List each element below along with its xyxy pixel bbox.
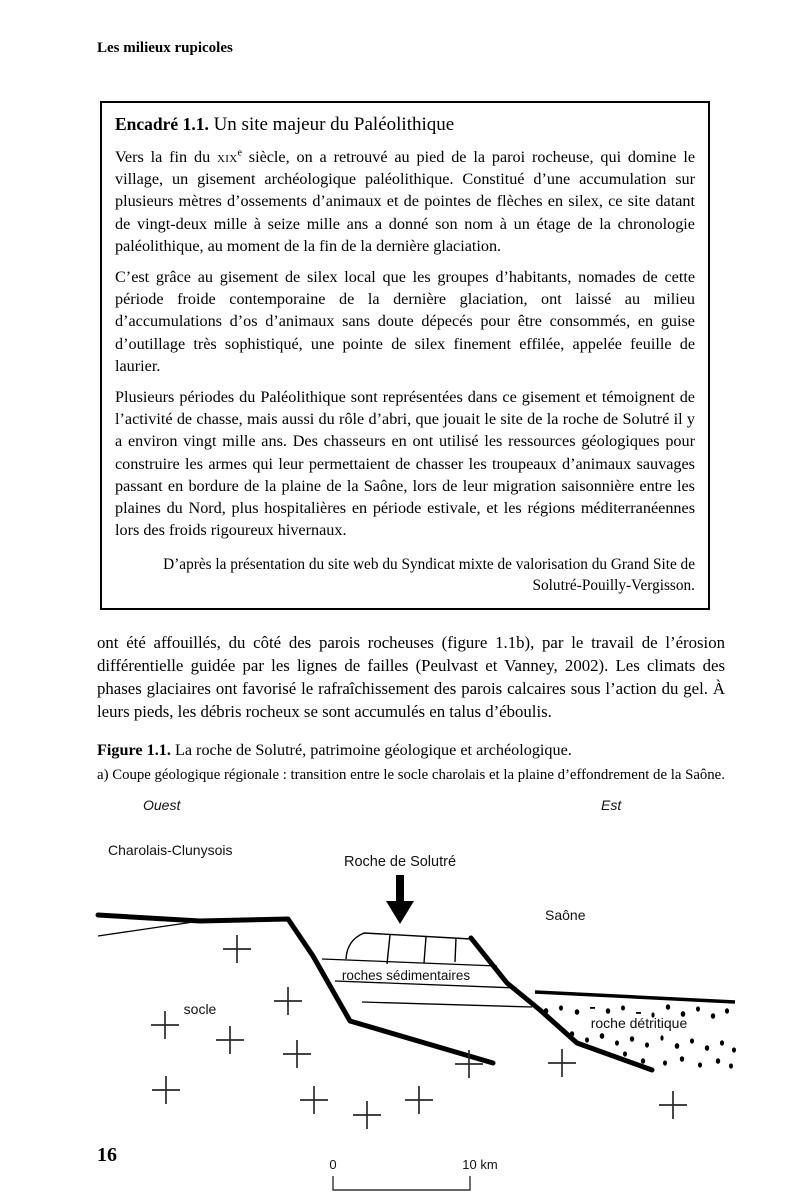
solutre-arrow-icon [386, 875, 414, 924]
detrital-pebbles-pattern [544, 1005, 736, 1069]
scale-ten-km-label: 10 km [462, 1157, 498, 1173]
label-charolais: Charolais-Clunysois [108, 842, 233, 859]
detrital-top-line [535, 992, 735, 1002]
label-saone: Saône [545, 907, 586, 924]
figure-caption-text: La roche de Solutré, patrimoine géologique et archéologique. [170, 741, 572, 760]
label-east: Est [601, 797, 622, 814]
label-sedimentary-rocks: roches sédimentaires [341, 968, 471, 984]
encadre-attribution: D’après la présentation du site web du Syndicat mixte de valorisation du Grand Site de Solutré-Pouilly-Vergisson. [163, 556, 695, 595]
encadre-title-text: Un site majeur du Paléolithique [208, 114, 455, 135]
basement-cross-symbols [151, 935, 687, 1129]
body-paragraph: ont été affouillés, du côté des parois rocheuses (figure 1.1b), par le travail de l’érosion différentielle guidée par les lignes de failles (Peulvast et Vanney, 2002). Les climats des phases glaciaires ont favorisé le rafraîchissement des parois calcaires sous l’action du gel. À leurs pieds, les débris rocheux se sont accumulés en talus d’éboulis. [97, 633, 725, 722]
figure-caption [97, 740, 725, 761]
label-socle: socle [183, 1001, 217, 1018]
encadre-paragraph-1: Vers la fin du xix$^e$ siècle, on a retrouvé au pied de la paroi rocheuse, qui domine le village, un gisement archéologique paléolithique. Constitué d’une accumulation sur plusieurs mètres d’ossements d’animaux et de pointes de flèches en silex, ce site datant de vingt-deux mille à seize mille ans a donné son nom à un étage de la chronologie paléolithique, au moment de la fin de la dernière glaciation. [115, 147, 695, 255]
label-west: Ouest [143, 797, 181, 814]
century-superscript: e [237, 147, 242, 159]
geological-cross-section [90, 793, 725, 1200]
encadre-label: Encadré 1.1. [115, 114, 209, 134]
label-roche-de-solutre: Roche de Solutré [343, 854, 457, 871]
label-detrital-rock: roche détritique [590, 1015, 688, 1032]
encadre-box [100, 101, 710, 610]
figure-subcaption: a) Coupe géologique régionale : transition entre le socle charolais et la plaine d’effondrement de la Saône. [97, 767, 725, 784]
encadre-paragraph-2: C’est grâce au gisement de silex local que les groupes d’habitants, nomades de cette période froide contemporaine de la dernière glaciation, ont laissé au milieu d’accumulations d’os d’animaux sans doute dépecés pour être consommés, en guise d’outillage très sophistiqué, une pointe de silex finement effilée, appelée feuille de laurier. [115, 268, 695, 375]
cross-section-svg [90, 793, 760, 1200]
encadre-paragraph-3: Plusieurs périodes du Paléolithique sont représentées dans ce gisement et témoignent de l’activité de chasse, mais aussi du rôle d’abri, que jouait le site de la roche de Solutré il y a environ vingt mille ans. Des chasseurs en ont utilisé les ressources géologiques pour construire les armes qui leur permettaient de chasser les troupeaux d’animaux sauvages passant en bordure de la plaine de la Saône, lors de leur migration saisonnière entre les plaines du Nord, plus hospitalières en période estivale, et les régions méditerranéennes lors des froids rigoureux hivernaux. [115, 388, 695, 540]
scale-zero-label: 0 [329, 1157, 337, 1173]
solutre-rock-block [346, 933, 471, 964]
page-number: 16 [97, 1144, 117, 1166]
sedimentary-layer-lines [322, 959, 532, 1007]
encadre-title [115, 112, 695, 137]
century-smallcaps: xix [217, 148, 238, 166]
running-head: Les milieux rupicoles [97, 40, 233, 56]
plateau-thin-line [98, 921, 200, 936]
figure-label: Figure 1.1. [97, 741, 171, 760]
scale-bar [329, 1157, 497, 1190]
